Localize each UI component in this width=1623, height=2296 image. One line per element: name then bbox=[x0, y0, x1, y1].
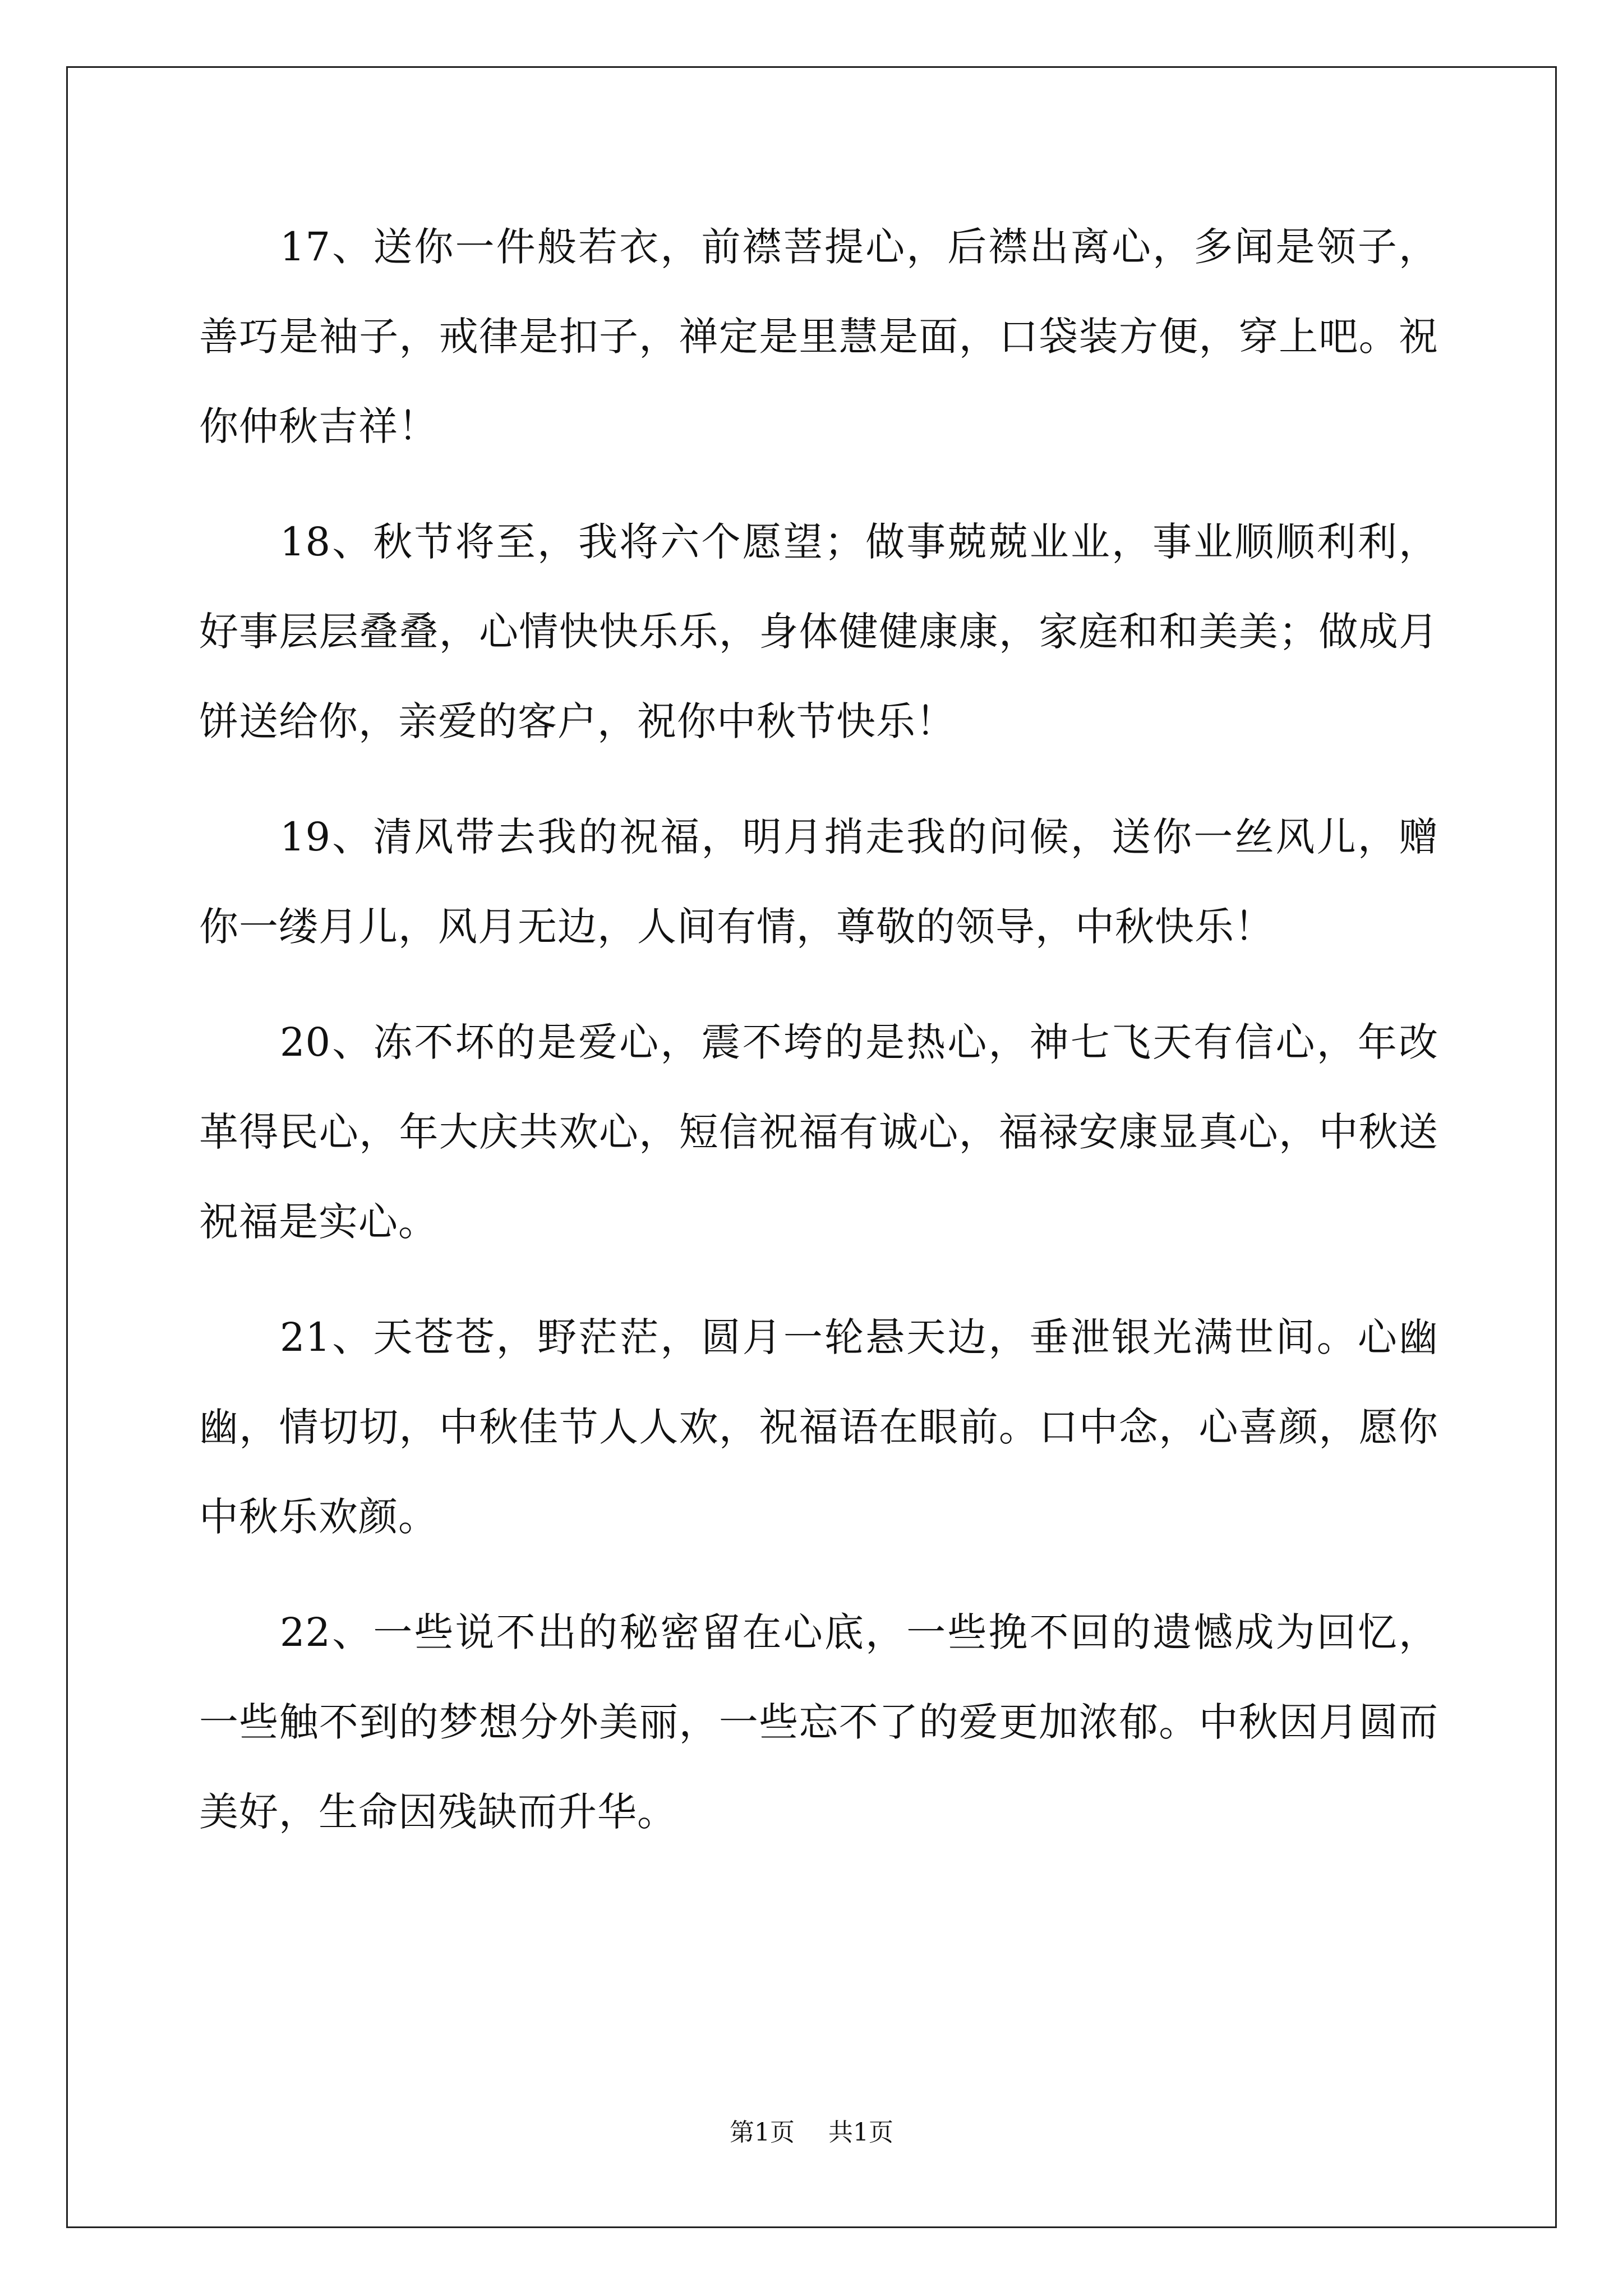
page-footer bbox=[0, 2116, 1623, 2150]
paragraph-18: 18、秋节将至，我将六个愿望；做事兢兢业业，事业顺顺利利，好事层层叠叠，心情快快乐乐，身体健健康康，家庭和和美美；做成月饼送给你，亲爱的客户，祝你中秋节快乐！ bbox=[199, 519, 1438, 744]
paragraph-17: 17、送你一件般若衣，前襟菩提心，后襟出离心，多闻是领子，善巧是袖子，戒律是扣子，禅定是里慧是面，口袋装方便，穿上吧。祝你仲秋吉祥！ bbox=[199, 224, 1438, 449]
paragraph-20: 20、冻不坏的是爱心，震不垮的是热心，神七飞天有信心，年改革得民心，年大庆共欢心，短信祝福有诚心，福禄安康显真心，中秋送祝福是实心。 bbox=[199, 1019, 1438, 1245]
page-number-current: 第1页 bbox=[730, 2118, 795, 2147]
paragraph-19: 19、清风带去我的祝福，明月捎走我的问候，送你一丝风儿，赠你一缕月儿，风月无边，人间有情，尊敬的领导，中秋快乐！ bbox=[199, 814, 1438, 950]
document-body bbox=[199, 202, 1438, 1883]
paragraph-21: 21、天苍苍，野茫茫，圆月一轮悬天边，垂泄银光满世间。心幽幽，情切切，中秋佳节人人欢，祝福语在眼前。口中念，心喜颜，愿你中秋乐欢颜。 bbox=[199, 1314, 1438, 1540]
page-number-total: 共1页 bbox=[828, 2118, 893, 2147]
paragraph-22: 22、一些说不出的秘密留在心底，一些挽不回的遗憾成为回忆，一些触不到的梦想分外美丽，一些忘不了的爱更加浓郁。中秋因月圆而美好，生命因残缺而升华。 bbox=[199, 1609, 1438, 1835]
